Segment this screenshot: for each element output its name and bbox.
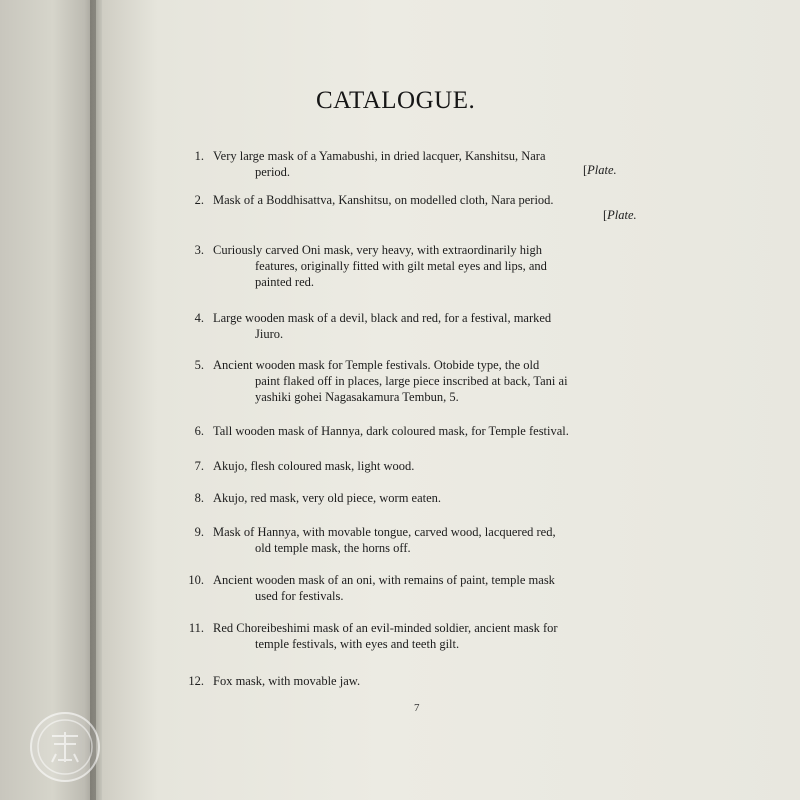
entry-text-line: Mask of a Boddhisattva, Kanshitsu, on modelled cloth, Nara period. — [213, 193, 554, 207]
entry-text-line: Fox mask, with movable jaw. — [213, 674, 361, 688]
entry-number: 3. — [194, 243, 204, 257]
entry-text-line: Large wooden mask of a devil, black and red, for a festival, marked — [213, 311, 552, 325]
entry-text-line: yashiki gohei Nagasakamura Tembun, 5. — [255, 390, 459, 404]
entry-number: 10. — [188, 573, 204, 587]
entry-text-line: Akujo, red mask, very old piece, worm eaten. — [213, 491, 442, 505]
entry-number: 9. — [194, 525, 204, 539]
entry-text-line: features, originally fitted with gilt metal eyes and lips, and — [255, 259, 547, 273]
entry-text-line: paint flaked off in places, large piece inscribed at back, Tani ai — [255, 374, 568, 388]
page-title: CATALOGUE. — [316, 87, 476, 114]
entry-text-line: period. — [255, 165, 291, 179]
entry-number: 7. — [194, 459, 204, 473]
entry-number: 8. — [194, 491, 204, 505]
plate-reference: [Plate. — [603, 208, 637, 222]
plate-label: Plate. — [607, 208, 637, 222]
plate-reference: [Plate. — [583, 163, 617, 177]
entry-number: 5. — [194, 358, 204, 372]
entry-number: 12. — [188, 674, 204, 688]
entry-text-line: Curiously carved Oni mask, very heavy, with extraordinarily high — [213, 243, 542, 257]
entry-text-line: temple festivals, with eyes and teeth gilt. — [255, 637, 460, 651]
entry-text-line: Tall wooden mask of Hannya, dark coloured mask, for Temple festival. — [213, 424, 569, 438]
entry-number: 1. — [194, 149, 204, 163]
entry-text-line: Ancient wooden mask for Temple festivals. Otobide type, the old — [213, 358, 540, 372]
page-number: 7 — [414, 702, 420, 714]
entry-text-line: Mask of Hannya, with movable tongue, carved wood, lacquered red, — [213, 525, 556, 539]
entry-number: 6. — [194, 424, 204, 438]
entry-number: 11. — [188, 621, 204, 635]
entry-number: 2. — [194, 193, 204, 207]
entry-text-line: Red Choreibeshimi mask of an evil-minded soldier, ancient mask for — [213, 621, 558, 635]
watermark-seal — [30, 712, 100, 782]
entry-text-line: used for festivals. — [255, 589, 344, 603]
entry-text-line: Ancient wooden mask of an oni, with remains of paint, temple mask — [213, 573, 555, 587]
entry-number: 4. — [194, 311, 204, 325]
seal-mark-icon — [32, 714, 98, 780]
entry-text-line: painted red. — [255, 275, 315, 289]
entry-text-line: Jiuro. — [255, 327, 284, 341]
entry-text-line: Very large mask of a Yamabushi, in dried lacquer, Kanshitsu, Nara — [213, 149, 546, 163]
entry-text-line: old temple mask, the horns off. — [255, 541, 411, 555]
plate-label: Plate. — [587, 163, 617, 177]
entry-text-line: Akujo, flesh coloured mask, light wood. — [213, 459, 415, 473]
left-page — [0, 0, 96, 800]
